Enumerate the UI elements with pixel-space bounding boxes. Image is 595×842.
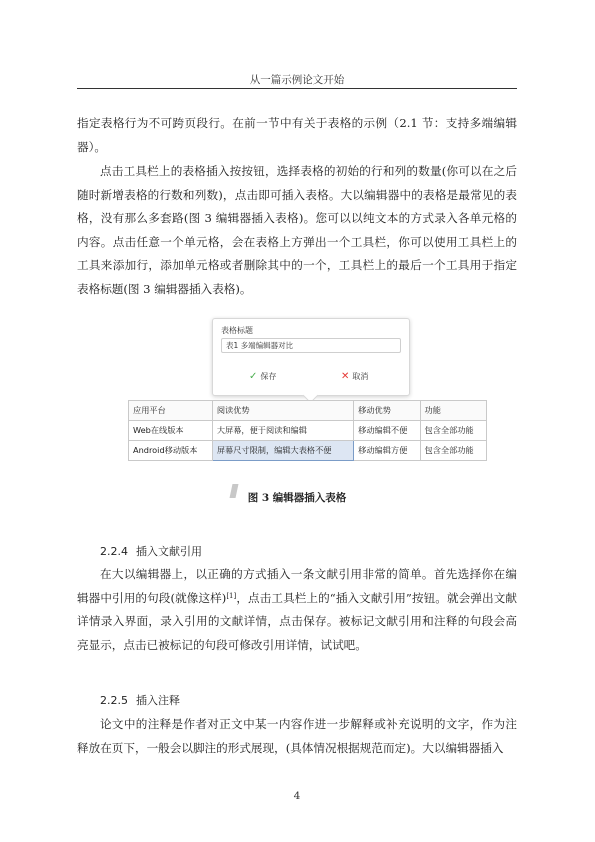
section-title: 插入文献引用 xyxy=(136,545,202,558)
header-rule xyxy=(77,88,517,89)
figure-caption: 图 3 编辑器插入表格 xyxy=(247,492,347,504)
section-title: 插入注释 xyxy=(136,694,180,707)
table-cell[interactable]: Android移动版本 xyxy=(129,441,213,461)
section-heading-notes xyxy=(100,692,180,708)
table-row xyxy=(129,441,487,461)
check-icon: ✓ xyxy=(249,371,258,382)
comparison-table xyxy=(128,400,487,461)
citation-text-before: 在大以编辑器上，以正确的方式插入一条文献引用非常的简单。首先选择你在编辑器中引用的句段(就像这样) xyxy=(77,567,517,605)
table-cell[interactable]: 移动优势 xyxy=(354,401,420,421)
table-cell[interactable]: Web在线版本 xyxy=(129,421,213,441)
table-row xyxy=(129,421,487,441)
running-header: 从一篇示例论文开始 xyxy=(249,74,345,86)
table-title-input[interactable]: 表1 多端编辑器对比 xyxy=(221,338,401,353)
paragraph-insert-table: 点击工具栏上的表格插入按按钮，选择表格的初始的行和列的数量(你可以在之后随时新增表格的行数和列数)，点击即可插入表格。大以编辑器中的表格是最常见的表格，没有那么多套路(图 3 编辑器插入表格)。您可以以纯文本的方式录入各单元格的内容。点击任意一个单元格，会在表格上方弹出一个工具栏，你可以使用工具栏上的工具来添加行，添加单元格或者删除其中的一个，工具栏上的最后一个工具用于指定表格标题(图 3 编辑器插入表格)。 xyxy=(77,164,517,296)
citation-marker[interactable]: [1] xyxy=(226,591,237,600)
citation-text-after: ，点击工具栏上的“插入文献引用”按钮。就会弹出文献详情录入界面，录入引用的文献详情，点击保存。被标记文献引用和注释的句段会高亮显示，点击已被标记的句段可修改引用详情，试试吧。 xyxy=(77,590,517,652)
table-cell[interactable]: 包含全部功能 xyxy=(420,421,486,441)
section-heading-citation xyxy=(100,543,202,559)
table-cell[interactable]: 大屏幕，便于阅读和编辑 xyxy=(212,421,353,441)
section-number: 2.2.4 xyxy=(100,545,128,558)
popup-title: 表格标题 xyxy=(221,326,253,335)
table-cell-selected[interactable]: 屏幕尺寸限制，编辑大表格不便 xyxy=(212,441,353,461)
table-cell[interactable]: 阅读优势 xyxy=(212,401,353,421)
page-number: 4 xyxy=(293,790,301,802)
table-cell[interactable]: 功能 xyxy=(420,401,486,421)
table-cell[interactable]: 移动编辑方便 xyxy=(354,441,420,461)
paragraph-table-behavior: 指定表格行为不可跨页段行。在前一节中有关于表格的示例（2.1 节：支持多端编辑器）。 xyxy=(77,116,517,154)
table-cell[interactable]: 移动编辑不便 xyxy=(354,421,420,441)
save-label: 保存 xyxy=(260,372,277,381)
section-number: 2.2.5 xyxy=(100,694,128,707)
table-header-row xyxy=(129,401,487,421)
table-title-popup xyxy=(212,318,410,396)
table-cell[interactable]: 应用平台 xyxy=(129,401,213,421)
cancel-button[interactable] xyxy=(341,371,368,382)
close-icon: ✕ xyxy=(341,371,350,382)
save-button[interactable] xyxy=(249,371,276,382)
paragraph-citation xyxy=(77,563,517,657)
cancel-label: 取消 xyxy=(352,372,369,381)
paragraph-notes: 论文中的注释是作者对正文中某一内容作进一步解释或补充说明的文字，作为注释放在页下，一般会以脚注的形式展现，(具体情况根据规范而定)。大以编辑器插入 xyxy=(77,717,517,755)
table-cell[interactable]: 包含全部功能 xyxy=(420,441,486,461)
